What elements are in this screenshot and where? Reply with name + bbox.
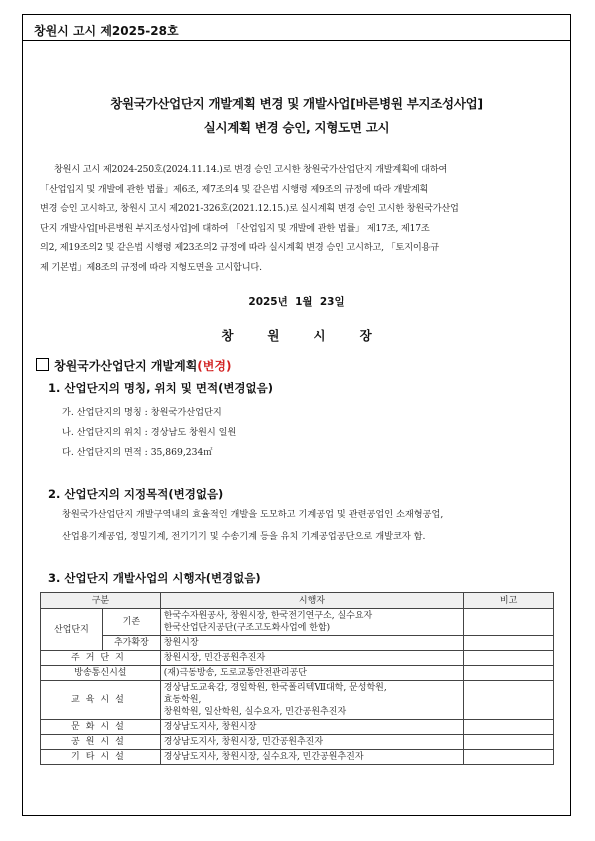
header-implementer: 시행자 [160,593,463,609]
remarks-cell [464,735,554,750]
remarks-cell [464,651,554,666]
purpose-text [62,504,562,548]
notice-date: 2025년 1월 23일 [248,296,345,308]
notice-title-line2: 실시계획 변경 승인, 지형도면 고시 [203,120,390,135]
body-line: 창원시 고시 제2024-250호(2024.11.14.)로 변경 승인 고시한 창원국가산업단지 개발계획에 대하여 [54,164,448,175]
body-line: 「산업입지 및 개발에 관한 법률」제6조, 제7조의4 및 같은법 시행령 제9조의 규정에 따라 개발계획 [40,183,429,195]
subsection-2-heading: 2. 산업단지의 지정목적(변경없음) [48,487,224,501]
remarks-cell [464,609,554,636]
header-remarks: 비고 [464,593,554,609]
remarks-cell [464,750,554,765]
table-header-row [41,593,554,609]
row-label: 문화시설 [41,720,161,735]
remarks-cell [464,636,554,651]
purpose-line: 창원국가산업단지 개발구역내의 효율적인 개발을 도모하고 기계공업 및 관련공업인 소재형공업, [62,509,444,520]
subsection-1-heading: 1. 산업단지의 명칭, 위치 및 면적(변경없음) [48,381,274,395]
issuer-name: 창원시장 [221,328,406,343]
section-heading [36,357,231,374]
table-row [41,720,554,735]
table-row [41,750,554,765]
remarks-cell [464,666,554,681]
table-row [41,609,554,636]
remarks-cell [464,720,554,735]
body-line: 단지 개발사업[바른병원 부지조성사업]에 대하여 「산업입지 및 개발에 관한 법률」 제17조, 제17조 [40,222,430,234]
section-title: 창원국가산업단지 개발계획 [54,359,198,373]
notice-body [40,160,556,278]
implementer-table [40,592,554,765]
implementer-cell: 창원시장, 민간공원추진자 [160,651,463,666]
implementer-cell: 경상남도지사, 창원시장, 민간공원추진자 [160,735,463,750]
implementer-cell: 경상남도지사, 창원시장, 실수요자, 민간공원추진자 [160,750,463,765]
sub-label: 기존 [102,609,160,636]
list-item: 다. 산업단지의 면적 : 35,869,234㎡ [62,447,213,458]
body-line: 변경 승인 고시하고, 창원시 고시 제2021-326호(2021.12.15.)로 실시계획 변경 승인 고시한 창원국가산업 [40,203,459,215]
group-label: 산업단지 [41,609,103,651]
implementer-cell: 창원시장 [160,636,463,651]
table-row [41,651,554,666]
implementer-cell: 경상남도교육감, 경일학원, 한국폴리텍Ⅶ대학, 문성학원, 효동학원, 창원학원, 일산학원, 실수요자, 민간공원추진자 [160,681,463,720]
table-row [41,681,554,720]
list-item: 가. 산업단지의 명칭 : 창원국가산업단지 [62,407,222,418]
row-label: 기타시설 [41,750,161,765]
row-label: 방송통신시설 [41,666,161,681]
purpose-line: 산업용기계공업, 정밀기계, 전기기기 및 수송기계 등을 유치 기계공업공단으로 개발코자 함. [62,531,426,542]
implementer-cell: (재)극동방송, 도로교통안전관리공단 [160,666,463,681]
list-item: 나. 산업단지의 위치 : 경상남도 창원시 일원 [62,427,237,438]
divider [22,40,571,41]
header-category: 구분 [41,593,161,609]
remarks-cell [464,681,554,720]
row-label: 교육시설 [41,681,161,720]
implementer-cell: 한국수자원공사, 창원시장, 한국전기연구소, 실수요자 한국산업단지공단(구조고도화사업에 한함) [160,609,463,636]
row-label: 공원시설 [41,735,161,750]
table-row [41,735,554,750]
sub-label: 추가확장 [102,636,160,651]
changed-marker: (변경) [197,359,232,373]
notice-number: 창원시 고시 제2025-28호 [34,24,179,38]
notice-title-line1: 창원국가산업단지 개발계획 변경 및 개발사업[바른병원 부지조성사업] [110,96,483,111]
checkbox-square-icon [36,358,49,371]
row-label: 주거단지 [41,651,161,666]
subsection-3-heading: 3. 산업단지 개발사업의 시행자(변경없음) [48,571,261,585]
table-row [41,636,554,651]
implementer-cell: 경상남도지사, 창원시장 [160,720,463,735]
table-row [41,666,554,681]
body-line: 의2, 제19조의2 및 같은법 시행령 제23조의2 규정에 따라 실시계획 변경 승인 고시하고, 「토지이용규 [40,242,439,254]
body-line: 제 기본법」제8조의 규정에 따라 지형도면을 고시합니다. [40,261,262,273]
